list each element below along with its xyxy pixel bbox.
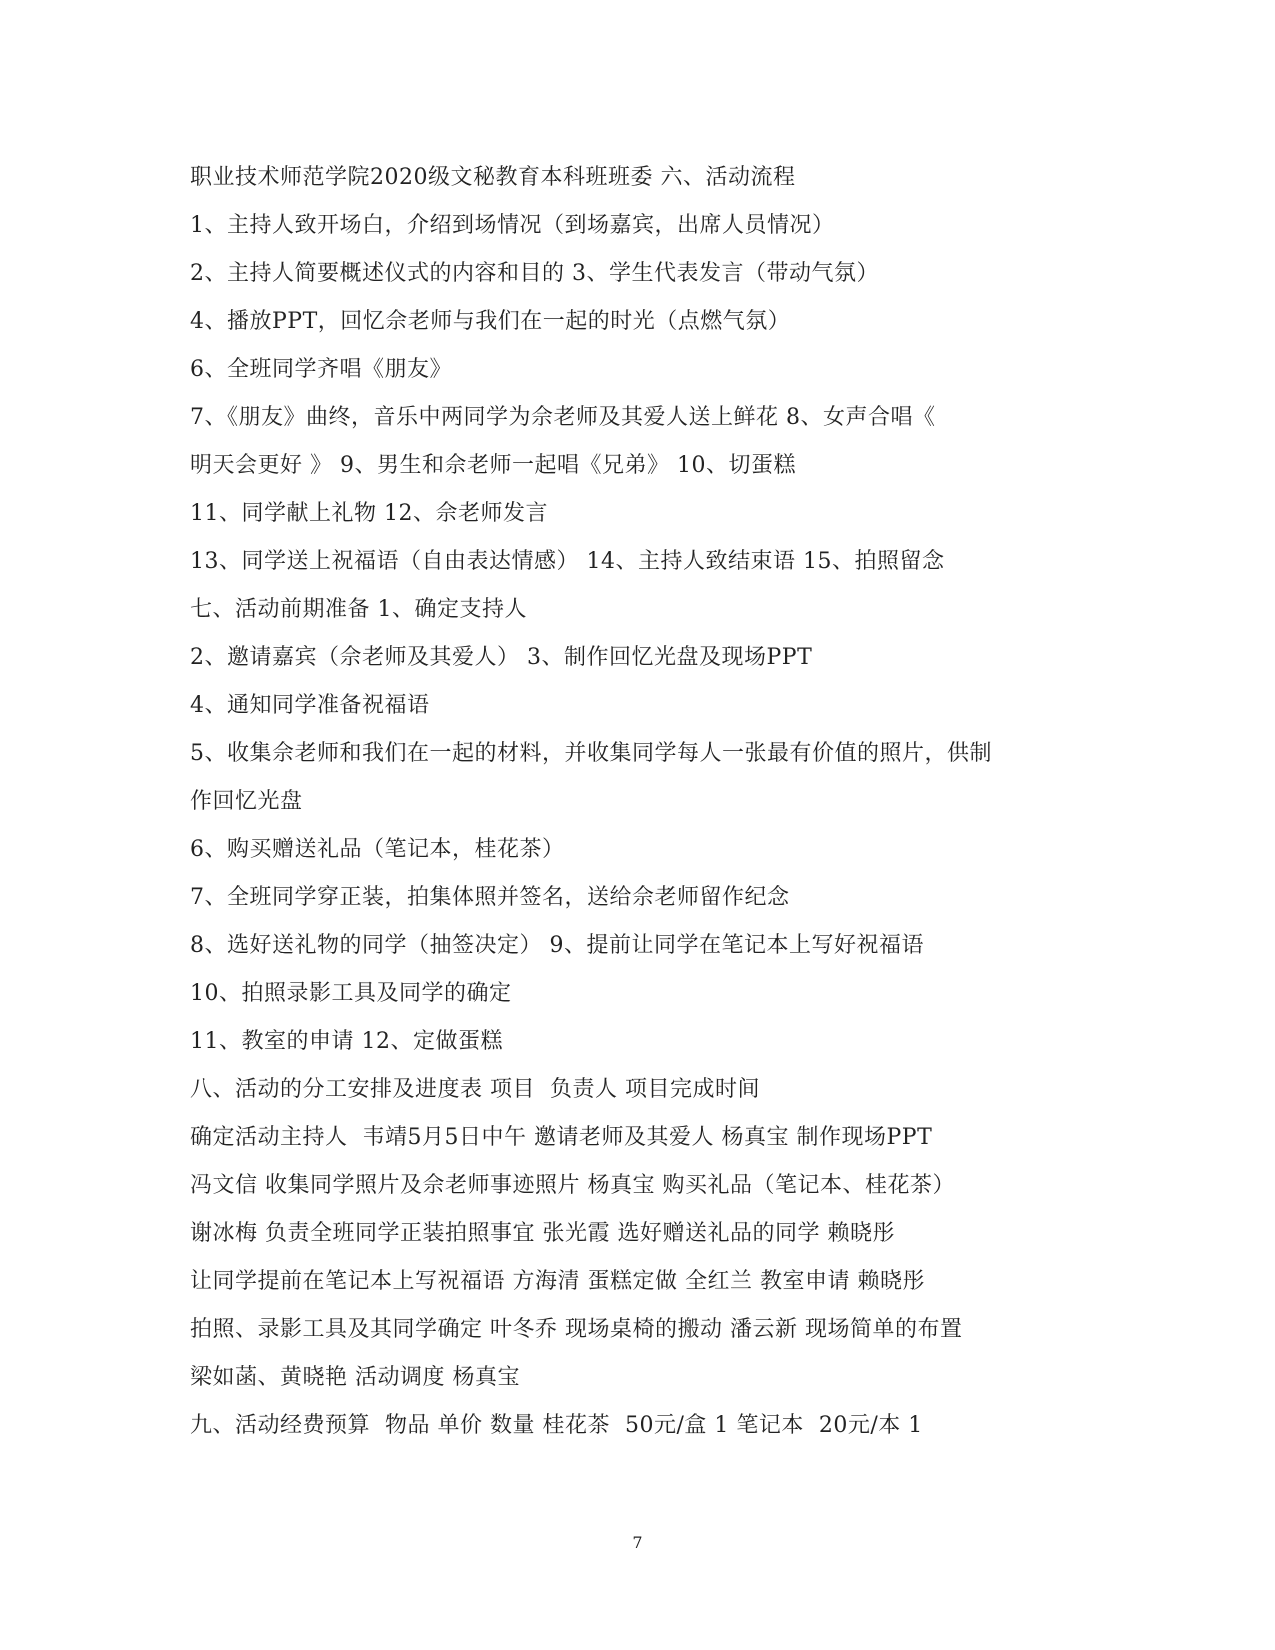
section-heading: 八、活动的分工安排及进度表 项目 负责人 项目完成时间 <box>190 1077 760 1102</box>
page-number: 7 <box>632 1533 643 1552</box>
text-line: 作回忆光盘 <box>190 789 303 814</box>
section-heading: 七、活动前期准备 1、确定支持人 <box>190 597 527 622</box>
document-body <box>190 154 1090 1450</box>
text-line: 10、拍照录影工具及同学的确定 <box>190 981 512 1006</box>
text-line: 1、主持人致开场白，介绍到场情况（到场嘉宾，出席人员情况） <box>190 213 835 238</box>
text-line: 2、邀请嘉宾（佘老师及其爱人） 3、制作回忆光盘及现场PPT <box>190 645 813 670</box>
text-line: 6、全班同学齐唱《朋友》 <box>190 357 452 382</box>
text-line: 让同学提前在笔记本上写祝福语 方海清 蛋糕定做 全红兰 教室申请 赖晓彤 <box>190 1269 925 1294</box>
text-line: 4、播放PPT，回忆佘老师与我们在一起的时光（点燃气氛） <box>190 309 791 334</box>
text-line: 明天会更好 》 9、男生和佘老师一起唱《兄弟》 10、切蛋糕 <box>190 453 796 478</box>
text-line: 13、同学送上祝福语（自由表达情感） 14、主持人致结束语 15、拍照留念 <box>190 549 945 574</box>
text-line: 11、同学献上礼物 12、佘老师发言 <box>190 501 548 526</box>
section-heading: 九、活动经费预算 物品 单价 数量 桂花茶 50元/盒 1 笔记本 20元/本 1 <box>190 1413 923 1438</box>
text-line: 确定活动主持人 韦靖5月5日中午 邀请老师及其爱人 杨真宝 制作现场PPT <box>190 1125 933 1150</box>
text-line: 2、主持人简要概述仪式的内容和目的 3、学生代表发言（带动气氛） <box>190 261 879 286</box>
text-line: 梁如菡、黄晓艳 活动调度 杨真宝 <box>190 1365 520 1390</box>
text-line: 6、购买赠送礼品（笔记本，桂花茶） <box>190 837 565 862</box>
text-line: 7、全班同学穿正装，拍集体照并签名，送给佘老师留作纪念 <box>190 885 790 910</box>
text-line: 8、选好送礼物的同学（抽签决定） 9、提前让同学在笔记本上写好祝福语 <box>190 933 924 958</box>
text-line: 拍照、录影工具及其同学确定 叶冬乔 现场桌椅的搬动 潘云新 现场简单的布置 <box>190 1317 963 1342</box>
text-line: 职业技术师范学院2020级文秘教育本科班班委 六、活动流程 <box>190 165 796 190</box>
text-line: 5、收集佘老师和我们在一起的材料，并收集同学每人一张最有价值的照片，供制 <box>190 741 992 766</box>
text-line: 7、《朋友》曲终，音乐中两同学为佘老师及其爱人送上鲜花 8、女声合唱《 <box>190 405 936 430</box>
text-line: 谢冰梅 负责全班同学正装拍照事宜 张光霞 选好赠送礼品的同学 赖晓彤 <box>190 1221 895 1246</box>
text-line: 冯文信 收集同学照片及佘老师事迹照片 杨真宝 购买礼品（笔记本、桂花茶） <box>190 1173 955 1198</box>
text-line: 4、通知同学准备祝福语 <box>190 693 430 718</box>
text-line: 11、教室的申请 12、定做蛋糕 <box>190 1029 503 1054</box>
